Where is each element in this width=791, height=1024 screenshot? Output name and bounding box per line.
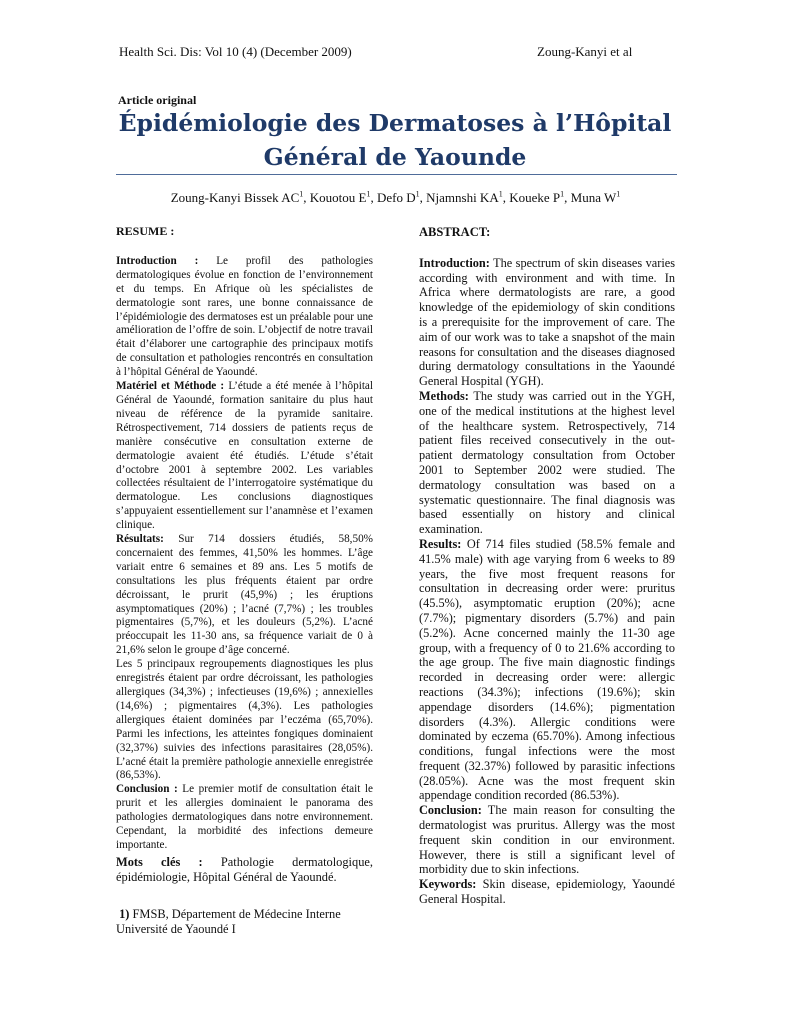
resume-column [116, 225, 373, 937]
resume-results: Résultats: Sur 714 dossiers étudiés, 58,50% concernaient des femmes, 41,50% les hommes. L’âge variait entre 6 semaines et 89 ans. Les 5 motifs de consultations les plus fréquents étaient par ordre décroissant, le prurit (45,9%) ; les éruptions asymptomatiques (20%) ; l’acné (7,7%) ; les troubles pigmentaires (5,7%), et les douleurs (5,2%). L’acné préoccupait les 11-30 ans, sa fréquence variait de 0 à 21,6% selon le groupe d’âge concerné. [116, 533, 373, 657]
resume-conclusion: Conclusion : Le premier motif de consultation était le prurit et les allergies dominaient le panorama des pathologies dermatologiques dans notre environnement. Cependant, la morbidité des infections demeure importante. [116, 783, 373, 851]
resume-introduction: Introduction : Le profil des pathologies dermatologiques évolue en fonction de l’environnement et du temps. En Afrique où les spécialistes de dermatologie sont rares, une bonne connaissance de l’épidémiologie des dermatoses est un préalable pour une amélioration de l’offre de soin. L’objectif de notre travail était d’élaborer une cartographie des principaux motifs de consultation et pathologies rencontrés en consultation à l’hôpital Général de Yaoundé. [116, 254, 373, 379]
author-list [120, 190, 671, 206]
author: Njamnshi $KA^1$, [426, 190, 510, 206]
affiliation-line-2: Université de Yaoundé I [116, 921, 236, 936]
abstract-heading: ABSTRACT: [419, 225, 491, 239]
abstract-methods: Methods: The study was carried out in the YGH, one of the medical institutions at the highest level of the healthcare system. Retrospectively, 714 patient files received consecutively in the out-patient dermatology consultation from October 2001 to September 2002 were studied. The dermatology consultation was based on a systematic questionnaire. The final diagnosis was based essentially on history and clinical examination. [419, 388, 675, 537]
resume-methods: Matériel et Méthode : L’étude a été menée à l’hôpital Général de Yaoundé, formation sanitaire du plus haut niveau de référence de la pyramide sanitaire. Rétrospectivement, 714 dossiers de patients reçus de manière consécutive en consultation externe de dermatologie avaient été étudiés. L’étude s’était d’octobre 2001 à septembre 2002. Les variables collectées résultaient de l’interrogatoire systématique du dermatologue. Les conclusions diagnostiques s’appuyaient essentiellement sur l’anamnèse et l’examen clinique. [116, 380, 373, 532]
abstract-conclusion: Conclusion: The main reason for consulting the dermatologist was pruritus. Allergy was the most frequent skin condition in our environment. However, there is still a significant level of morbidity due to skin infections. [419, 803, 675, 877]
author: Koueke $P^1$, [509, 190, 571, 206]
abstract-column [419, 225, 675, 907]
affiliation-line-1: 1) FMSB, Département de Médecine Interne [119, 906, 341, 921]
resume-heading: RESUME : [116, 224, 175, 238]
abstract-keywords: Keywords: Skin disease, epidemiology, Yaoundé General Hospital. [419, 877, 675, 907]
abstract-introduction: Introduction: The spectrum of skin diseases varies according with environment and with time. In Africa where dermatologists are rare, a good knowledge of the epidemiology of skin conditions is a prerequisite for the improvement of care. The aim of our work was to take a snapshot of the main reasons for consultation and the diseases diagnosed during dermatology consultations in the Yaoundé General Hospital (YGH). [419, 255, 675, 389]
title-divider [116, 174, 677, 175]
resume-keywords: Mots clés : Pathologie dermatologique, épidémiologie, Hôpital Général de Yaoundé. [116, 854, 373, 884]
author: Zoung-Kanyi Bissek $AC^1$, [170, 190, 310, 206]
author: Kouotou $E^1$, [309, 190, 377, 206]
running-author: Zoung-Kanyi et al [537, 44, 633, 59]
author: Muna $W^1$ [570, 190, 621, 206]
article-title [110, 106, 680, 174]
affiliation [116, 907, 373, 937]
author: Defo $D^1$, [376, 190, 427, 206]
title-line-1: Épidémiologie des Dermatoses à l’Hôpital [118, 109, 672, 137]
article-type: Article original [118, 93, 197, 107]
journal-citation: Health Sci. Dis: Vol 10 (4) (December 2009) [119, 44, 352, 59]
resume-results-continued: Les 5 principaux regroupements diagnostiques les plus enregistrés étaient par ordre décroissant, les pathologies allergiques (34,3%) ; infectieuses (19,6%) ; annexielles (14,6%) ; pigmentaires (4,3%). Les pathologies allergiques étaient dominées par l’eczéma (65,70%). Parmi les infections, les atteintes fongiques dominaient (32,37%) suivies des infections parasitaires (28,05%). L’acné était la première pathologie annexielle enregistrée (86,53%). [116, 658, 373, 782]
abstract-results: Results: Of 714 files studied (58.5% female and 41.5% male) with age varying from 6 weeks to 89 years, the five most frequent reasons for consultation in decreasing order were: pruritus (45.5%), asymptomatic eruption (20%); acne (7.7%); pigmentary disorders (5.7%) and pain (5.2%). Acne concerned mainly the 11-30 age group, with a frequency of 0 to 21.6% according to the age group. The five main diagnostic findings recorded in decreasing order were: allergic reactions (34.3%); infections (19.6%); skin appendage disorders (14.6%); pigmentation disorders (4.3%). Allergic conditions were dominated by eczema (65.70%). Among infectious conditions, fungal infections were the most frequent (32.37%) followed by parasitic infections (28.05%). Acne was the most frequent skin appendage condition recorded (86.53%). [419, 536, 675, 803]
title-line-2: Général de Yaounde [263, 143, 527, 171]
